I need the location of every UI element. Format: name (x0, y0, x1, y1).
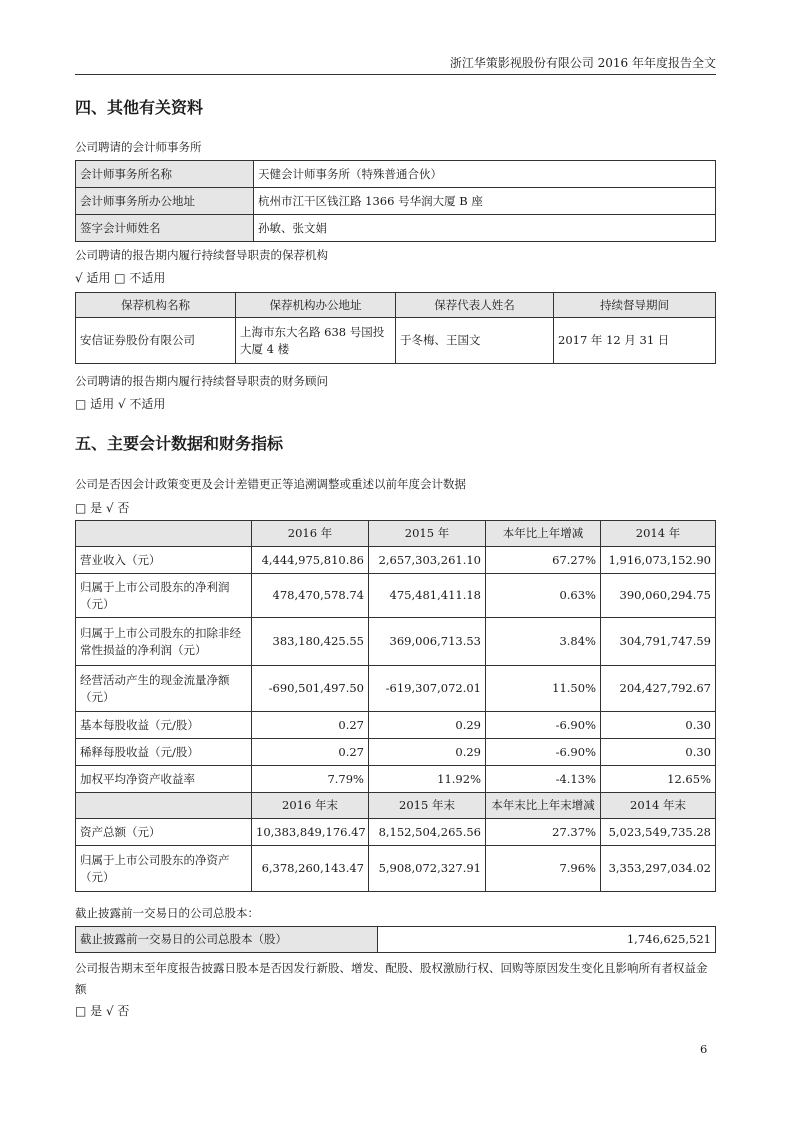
section-heading-key-data: 五、主要会计数据和财务指标 (75, 434, 284, 453)
value-change: -4.13% (486, 766, 601, 793)
accountant-row (76, 161, 716, 188)
value-2014: 204,427,792.67 (601, 666, 716, 712)
share-capital-value: 1,746,625,521 (378, 927, 716, 953)
header-2016: 2016 年 (252, 521, 369, 547)
sponsor-col-address: 保荐机构办公地址 (236, 293, 396, 318)
sponsor-col-name: 保荐机构名称 (76, 293, 236, 318)
table-row (76, 618, 716, 666)
value-2015: 8,152,504,265.56 (369, 819, 486, 846)
table-row (76, 712, 716, 739)
accountant-signers-label: 签字会计师姓名 (76, 215, 254, 242)
row-label: 加权平均净资产收益率 (76, 766, 252, 793)
header-2015-end: 2015 年末 (369, 793, 486, 819)
value-2016: 383,180,425.55 (252, 618, 369, 666)
sponsor-header-row (76, 293, 716, 318)
key-financial-header-row (76, 521, 716, 547)
sponsor-table (75, 292, 716, 364)
value-2015: -619,307,072.01 (369, 666, 486, 712)
header-2016-end: 2016 年末 (252, 793, 369, 819)
value-2014: 304,791,747.59 (601, 618, 716, 666)
header-2014: 2014 年 (601, 521, 716, 547)
header-2014-end: 2014 年末 (601, 793, 716, 819)
restate-choice: □ 是 √ 否 (75, 501, 130, 515)
running-header: 浙江华策影视股份有限公司 2016 年年度报告全文 (75, 54, 716, 75)
value-2014: 1,916,073,152.90 (601, 547, 716, 574)
share-capital-row (76, 927, 716, 953)
sponsor-reps: 于冬梅、王国文 (396, 318, 554, 364)
advisor-applicability: □ 适用 √ 不适用 (75, 397, 166, 411)
accountant-row (76, 215, 716, 242)
sponsor-address: 上海市东大名路 638 号国投大厦 4 楼 (236, 318, 396, 364)
value-2015: 369,006,713.53 (369, 618, 486, 666)
accountant-intro: 公司聘请的会计师事务所 (75, 140, 202, 154)
table-row (76, 547, 716, 574)
accountant-firm-label: 会计师事务所名称 (76, 161, 254, 188)
row-label: 稀释每股收益（元/股） (76, 739, 252, 766)
value-2014: 12.65% (601, 766, 716, 793)
header-2015: 2015 年 (369, 521, 486, 547)
accountant-firm-value: 天健会计师事务所（特殊普通合伙） (254, 161, 716, 188)
value-2015: 5,908,072,327.91 (369, 846, 486, 892)
row-label: 营业收入（元） (76, 547, 252, 574)
header-yoy-change: 本年比上年增减 (486, 521, 601, 547)
value-2016: 0.27 (252, 739, 369, 766)
accountant-row (76, 188, 716, 215)
row-label: 经营活动产生的现金流量净额（元） (76, 666, 252, 712)
value-2016: -690,501,497.50 (252, 666, 369, 712)
restate-question: 公司是否因会计政策变更及会计差错更正等追溯调整或重述以前年度会计数据 (75, 477, 466, 491)
table-row (76, 766, 716, 793)
value-change: 3.84% (486, 618, 601, 666)
page-number: 6 (700, 1042, 708, 1056)
row-label: 基本每股收益（元/股） (76, 712, 252, 739)
share-change-question: 公司报告期末至年度报告披露日股本是否因发行新股、增发、配股、股权激励行权、回购等原因发生变化且影响所有者权益金额 (75, 961, 708, 996)
row-label: 归属于上市公司股东的净资产（元） (76, 846, 252, 892)
value-2014: 0.30 (601, 739, 716, 766)
value-change: -6.90% (486, 712, 601, 739)
value-change: 0.63% (486, 574, 601, 618)
sponsor-period: 2017 年 12 月 31 日 (554, 318, 716, 364)
row-label: 归属于上市公司股东的净利润（元） (76, 574, 252, 618)
value-2015: 0.29 (369, 712, 486, 739)
value-2015: 2,657,303,261.10 (369, 547, 486, 574)
value-change: 27.37% (486, 819, 601, 846)
sponsor-row (76, 318, 716, 364)
table-row (76, 666, 716, 712)
value-2016: 10,383,849,176.47 (252, 819, 369, 846)
table-row (76, 574, 716, 618)
value-change: 67.27% (486, 547, 601, 574)
sponsor-col-period: 持续督导期间 (554, 293, 716, 318)
value-2016: 4,444,975,810.86 (252, 547, 369, 574)
sponsor-name: 安信证券股份有限公司 (76, 318, 236, 364)
value-2016: 7.79% (252, 766, 369, 793)
sponsor-intro: 公司聘请的报告期内履行持续督导职责的保荐机构 (75, 248, 328, 262)
share-capital-table (75, 926, 716, 953)
section-heading-other-info: 四、其他有关资料 (75, 98, 204, 117)
value-2015: 11.92% (369, 766, 486, 793)
advisor-intro: 公司聘请的报告期内履行持续督导职责的财务顾问 (75, 374, 328, 388)
value-2015: 475,481,411.18 (369, 574, 486, 618)
value-change: -6.90% (486, 739, 601, 766)
value-2014: 390,060,294.75 (601, 574, 716, 618)
row-label: 归属于上市公司股东的扣除非经常性损益的净利润（元） (76, 618, 252, 666)
value-2016: 6,378,260,143.47 (252, 846, 369, 892)
value-2015: 0.29 (369, 739, 486, 766)
value-change: 7.96% (486, 846, 601, 892)
table-row (76, 819, 716, 846)
value-2014: 5,023,549,735.28 (601, 819, 716, 846)
value-2014: 3,353,297,034.02 (601, 846, 716, 892)
sponsor-applicability: √ 适用 □ 不适用 (75, 271, 166, 285)
header-blank (76, 793, 252, 819)
accountant-address-value: 杭州市江干区钱江路 1366 号华润大厦 B 座 (254, 188, 716, 215)
sponsor-col-reps: 保荐代表人姓名 (396, 293, 554, 318)
key-financial-table (75, 520, 716, 892)
value-2014: 0.30 (601, 712, 716, 739)
header-yoy-end-change: 本年末比上年末增减 (486, 793, 601, 819)
accountant-address-label: 会计师事务所办公地址 (76, 188, 254, 215)
share-change-choice: □ 是 √ 否 (75, 1004, 130, 1018)
table-row (76, 846, 716, 892)
share-capital-intro: 截止披露前一交易日的公司总股本： (75, 906, 259, 920)
year-end-header-row (76, 793, 716, 819)
value-2016: 0.27 (252, 712, 369, 739)
share-capital-label: 截止披露前一交易日的公司总股本（股） (76, 927, 378, 953)
table-row (76, 739, 716, 766)
accountant-table (75, 160, 716, 242)
value-change: 11.50% (486, 666, 601, 712)
header-blank (76, 521, 252, 547)
value-2016: 478,470,578.74 (252, 574, 369, 618)
accountant-signers-value: 孙敏、张文娟 (254, 215, 716, 242)
row-label: 资产总额（元） (76, 819, 252, 846)
